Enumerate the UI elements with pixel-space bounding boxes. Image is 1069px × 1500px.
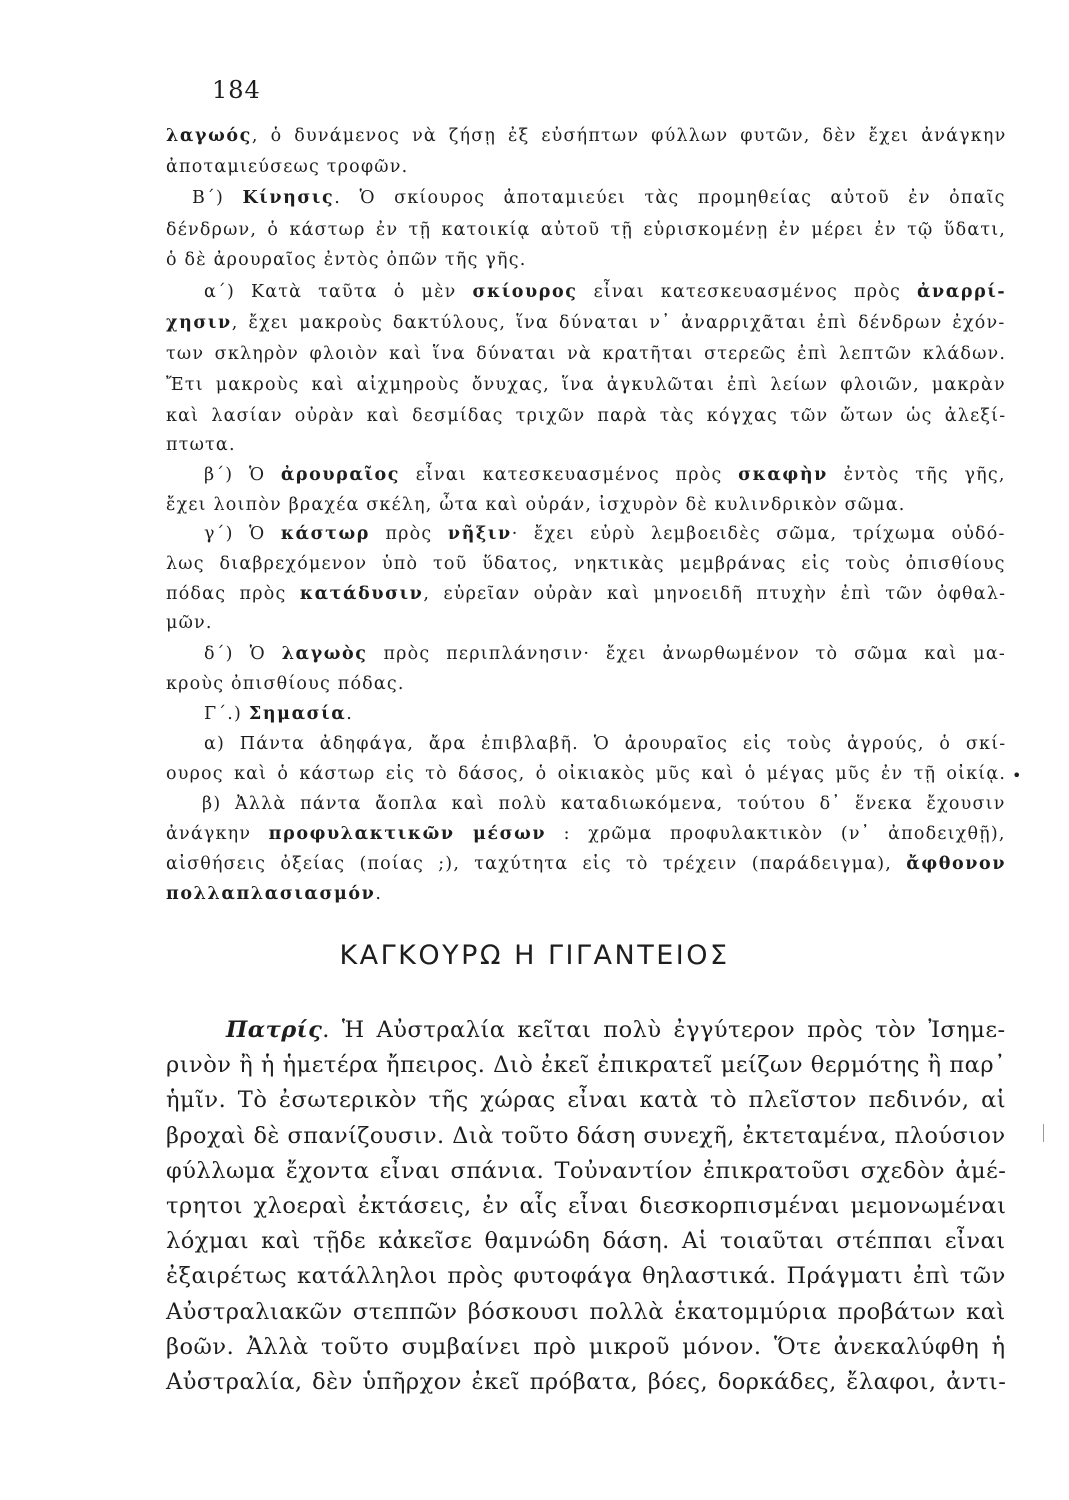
chapter-title: ΚΑΓΚΟΥΡΩ Η ΓΙΓΑΝΤΕΙΟΣ — [339, 940, 730, 971]
bold-term: ἀρουραῖος — [280, 465, 401, 485]
text-run: λως διαβρεχόμενον ὑπὸ τοῦ ὕδατος, νηκτικὰς μεμβράνας εἰς τοὺς ὀπισθίους — [166, 554, 1006, 574]
bold-term: κατάδυσιν — [299, 584, 424, 604]
bold-term: προφυλακτικῶν μέσων — [268, 824, 547, 844]
bold-term: κάστωρ — [280, 524, 370, 544]
text-line — [166, 854, 1006, 874]
text-run: β) Ἀλλὰ πάντα ἄοπλα καὶ πολὺ καταδιωκόμενα, τούτου δ᾽ ἕνεκα ἔχουσιν — [202, 794, 1006, 814]
text-line — [166, 584, 1006, 604]
text-run: α) Πάντα ἀδηφάγα, ἄρα ἐπιβλαβῆ. Ὁ ἀρουραῖος εἰς τοὺς ἀγρούς, ὁ σκί- — [204, 734, 1007, 754]
text-run: ρινὸν ἢ ἡ ἡμετέρα ἤπειρος. Διὸ ἐκεῖ ἐπικρατεῖ μείζων θερμότης ἢ παρ᾽ — [166, 1052, 1006, 1078]
margin-rule — [1043, 1124, 1044, 1142]
text-run: ἔχει λοιπὸν βραχέα σκέλη, ὦτα καὶ οὐράν, ἰσχυρὸν δὲ κυλινδρικὸν σῶμα. — [166, 495, 906, 515]
text-run: πόδας πρὸς — [166, 584, 300, 604]
text-run: γ΄) Ὁ — [204, 524, 281, 544]
text-line — [166, 1087, 1006, 1113]
text-run: βοῶν. Ἀλλὰ τοῦτο συμβαίνει πρὸ μικροῦ μόνον. Ὅτε ἀνεκαλύφθη ἡ — [166, 1334, 1006, 1360]
text-line — [166, 1299, 1006, 1325]
text-run: . Ἡ Αὐστραλία κεῖται πολὺ ἐγγύτερον πρὸς τὸν Ἰσημε- — [322, 1017, 1006, 1043]
text-run: καὶ λασίαν οὐρὰν καὶ δεσμίδας τριχῶν παρὰ τὰς κόγχας τῶν ὤτων ὡς ἀλεξί- — [166, 406, 1007, 426]
text-run: α΄) Κατὰ ταῦτα ὁ μὲν — [204, 282, 473, 302]
bold-term: λαγωός — [166, 126, 252, 146]
text-run: , ὁ δυνάμενος νὰ ζήσῃ ἐξ εὐσήπτων φύλλων φυτῶν, δὲν ἔχει ἀνάγκην — [251, 126, 1007, 146]
text-line — [166, 495, 906, 515]
text-run: πτωτα. — [166, 435, 236, 455]
text-line — [204, 644, 1006, 664]
text-run: εἶναι κατεσκευασμένος πρὸς — [400, 465, 739, 485]
text-run: των σκληρὸν φλοιὸν καὶ ἵνα δύναται νὰ κρατῆται στερεῶς ἐπὶ λεπτῶν κλάδων. — [166, 344, 1007, 364]
text-run: ἐντὸς τῆς γῆς, — [827, 465, 1006, 485]
text-line — [166, 1193, 1006, 1219]
bold-term: πολλαπλασιασμόν — [166, 884, 376, 904]
text-run: ἐξαιρέτως κατάλληλοι πρὸς φυτοφάγα θηλαστικά. Πράγματι ἐπὶ τῶν — [166, 1263, 1006, 1289]
bold-term: Κίνησις — [242, 188, 335, 208]
text-run: βροχαὶ δὲ σπανίζουσιν. Διὰ τοῦτο δάση συνεχῆ, ἐκτεταμένα, πλούσιον — [166, 1123, 1006, 1149]
text-run: : χρῶμα προφυλακτικὸν (ν᾽ ἀποδειχθῇ), — [546, 824, 1006, 844]
text-line — [166, 157, 408, 177]
text-line — [226, 1017, 1006, 1043]
text-line — [166, 1263, 1006, 1289]
text-line — [202, 794, 1006, 814]
margin-dot: • — [1012, 766, 1022, 785]
text-line — [166, 313, 1006, 333]
text-line — [166, 884, 382, 904]
text-run: εἶναι κατεσκευασμένος πρὸς — [577, 282, 917, 302]
text-run: , εὐρεῖαν οὐρὰν καὶ μηνοειδῆ πτυχὴν ἐπὶ τῶν ὀφθαλ- — [423, 584, 1007, 604]
text-line — [204, 282, 1006, 302]
text-run: Ἔτι μακροὺς καὶ αἰχμηροὺς ὄνυχας, ἵνα ἀγκυλῶται ἐπὶ λείων φλοιῶν, μακρὰν — [166, 375, 1006, 395]
text-run: ἀνάγκην — [166, 824, 269, 844]
bold-term: νῆξιν — [447, 524, 512, 544]
text-run: β΄) Ὁ — [204, 465, 281, 485]
text-line — [166, 674, 405, 694]
text-line — [166, 1334, 1006, 1360]
text-line — [166, 1052, 1006, 1078]
text-run: Αὐστραλιακῶν στεππῶν βόσκουσι πολλὰ ἑκατομμύρια προβάτων καὶ — [166, 1299, 1006, 1325]
text-run: πρὸς περιπλάνησιν· ἔχει ἀνωρθωμένον τὸ σῶμα καὶ μα- — [367, 644, 1007, 664]
text-run: λόχμαι καὶ τῇδε κἀκεῖσε θαμνώδη δάση. Αἱ τοιαῦται στέππαι εἶναι — [166, 1228, 1006, 1254]
text-run: πρὸς — [369, 524, 448, 544]
bold-term: ἀναρρί- — [916, 282, 1007, 302]
text-line — [166, 435, 236, 455]
bold-term: Σημασία — [248, 704, 347, 724]
text-line — [166, 824, 1006, 844]
text-line — [166, 344, 1006, 364]
text-line — [166, 126, 1006, 146]
text-run: ἡμῖν. Τὸ ἐσωτερικὸν τῆς χώρας εἶναι κατὰ τὸ πλεῖστον πεδινόν, αἱ — [166, 1087, 1007, 1113]
text-run: ουρος καὶ ὁ κάστωρ εἰς τὸ δάσος, ὁ οἰκιακὸς μῦς καὶ ὁ μέγας μῦς ἐν τῇ οἰκίᾳ. — [166, 764, 1007, 784]
text-line — [166, 764, 1006, 784]
text-run: δ΄) Ὁ — [204, 644, 282, 664]
text-line — [204, 524, 1006, 544]
text-run: . Ὁ σκίουρος ἀποταμιεύει τὰς προμηθείας αὐτοῦ ἐν ὀπαῖς — [334, 188, 1006, 208]
text-run: · ἔχει εὐρὺ λεμβοειδὲς σῶμα, τρίχωμα οὐδό- — [511, 524, 1006, 544]
text-run: δένδρων, ὁ κάστωρ ἐν τῇ κατοικίᾳ αὐτοῦ τῇ εὑρισκομένῃ ἐν μέρει ἐν τῷ ὕδατι, — [166, 220, 1007, 240]
text-line — [166, 1123, 1006, 1149]
text-run: . — [346, 704, 354, 724]
italic-term: Πατρίς — [226, 1017, 323, 1043]
text-line — [166, 1158, 1006, 1184]
text-run: κροὺς ὀπισθίους πόδας. — [166, 674, 405, 694]
bold-term: σκίουρος — [472, 282, 578, 302]
text-line — [166, 220, 1006, 240]
text-run: Αὐστραλία, δὲν ὑπῆρχον ἐκεῖ πρόβατα, βόες, δορκάδες, ἔλαφοι, ἀντι- — [166, 1369, 1007, 1395]
text-line — [166, 406, 1006, 426]
text-run: , ἔχει μακροὺς δακτύλους, ἵνα δύναται ν᾽ ἀναρριχᾶται ἐπὶ δένδρων ἐχόν- — [231, 313, 1006, 333]
text-line — [204, 465, 1006, 485]
text-line — [166, 554, 1006, 574]
text-line — [166, 250, 527, 270]
text-run: ὁ δὲ ἀρουραῖος ἐντὸς ὀπῶν τῆς γῆς. — [166, 250, 527, 270]
bold-term: ἄφθονον — [906, 854, 1007, 874]
text-run: τρητοι χλοεραὶ ἐκτάσεις, ἐν αἷς εἶναι διεσκορπισμέναι μεμονωμέναι — [166, 1193, 1007, 1219]
text-run: . — [375, 884, 383, 904]
page-number: 184 — [212, 76, 261, 104]
text-run: φύλλωμα ἔχοντα εἶναι σπάνια. Τοὐναντίον ἐπικρατοῦσι σχεδὸν ἀμέ- — [166, 1158, 1007, 1184]
text-run: Γ΄.) — [204, 704, 249, 724]
text-run: μῶν. — [166, 613, 213, 633]
text-run: Β΄) — [192, 188, 243, 208]
section-heading — [204, 704, 353, 724]
bold-term: χησιν — [166, 313, 232, 333]
text-line — [204, 734, 1006, 754]
text-line — [192, 188, 1006, 208]
text-line — [166, 1228, 1006, 1254]
text-line — [166, 1369, 1006, 1395]
text-run: ἀποταμιεύσεως τροφῶν. — [166, 157, 409, 177]
bold-term: σκαφὴν — [738, 465, 828, 485]
bold-term: λαγωὸς — [281, 644, 368, 664]
text-run: αἰσθήσεις ὀξείας (ποίας ;), ταχύτητα εἰς τὸ τρέχειν (παράδειγμα), — [166, 854, 907, 874]
text-line — [166, 375, 1006, 395]
text-line — [166, 613, 213, 633]
